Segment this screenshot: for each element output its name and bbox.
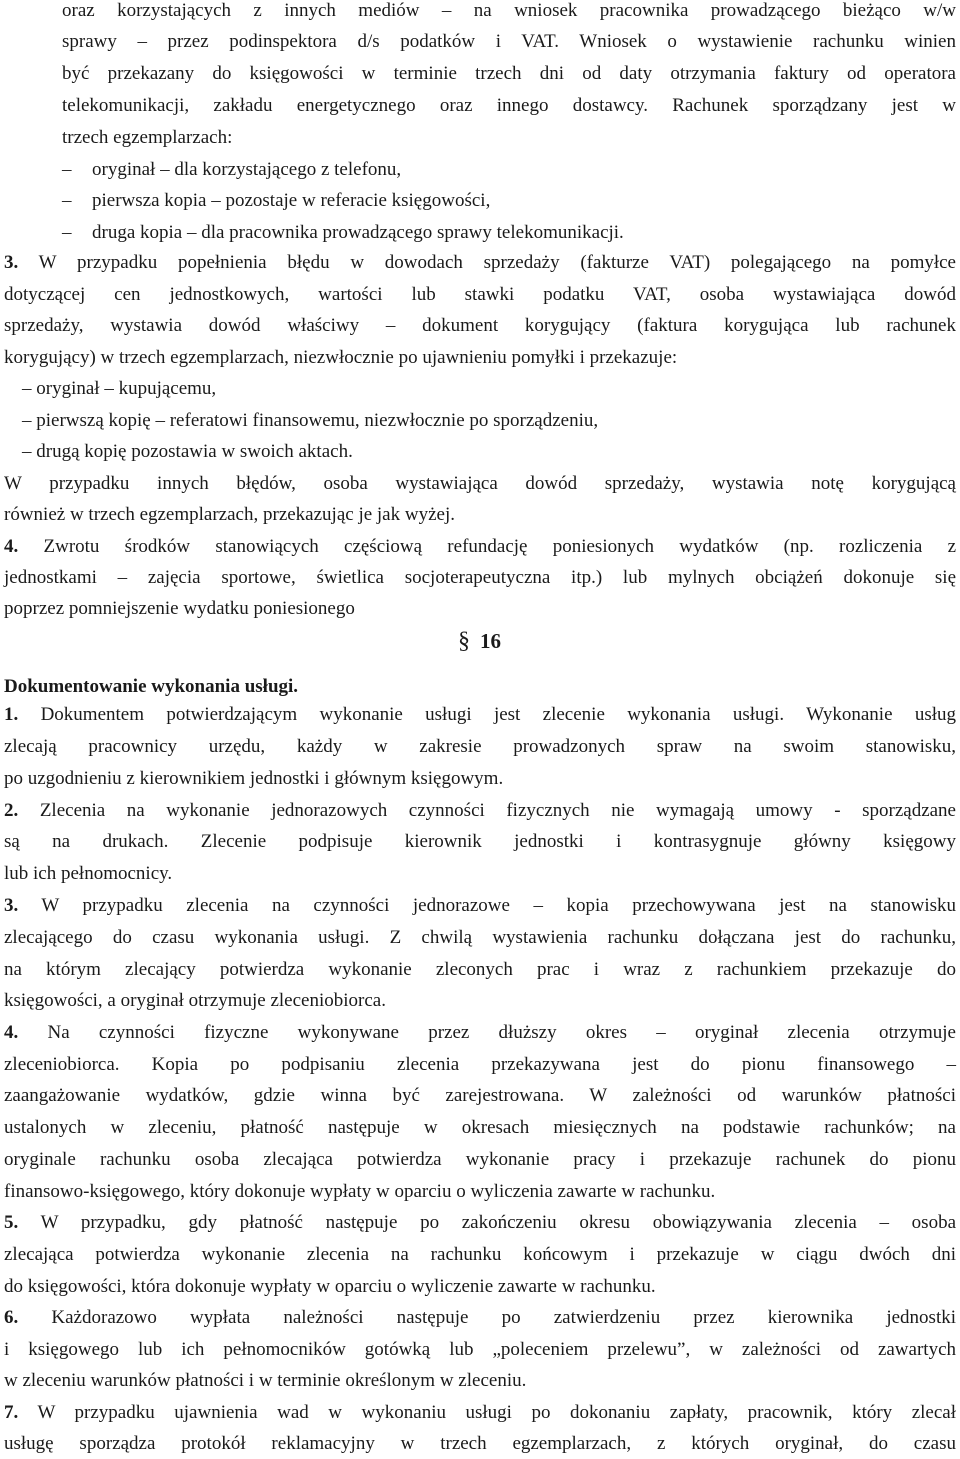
dash-bullet: –: [62, 190, 72, 211]
section-marker: [458, 624, 501, 658]
text-span: Dokumentem potwierdzającym wykonanie usługi jest zlecenie wykonania usługi. Wykonanie usług: [40, 704, 957, 725]
text-line: telekomunikacji, zakładu energetycznego oraz innego dostawcy. Rachunek sporządzany jest w: [62, 95, 956, 116]
text-line: i księgowego lub ich pełnomocników gotówką lub „poleceniem przelewu”, w zależności od zawartych: [4, 1339, 956, 1360]
list-item: – pierwszą kopię – referatowi finansowemu, niezwłocznie po sporządzeniu,: [22, 410, 599, 431]
list-item: – drugą kopię pozostawia w swoich aktach.: [22, 441, 353, 462]
text-line: zlecającego do czasu wykonania usługi. Z chwilą wystawienia rachunku dołączana jest do rachunku,: [4, 927, 956, 948]
section-sign: §: [458, 628, 470, 654]
text-line: [4, 1303, 956, 1333]
text-line: [4, 700, 956, 730]
text-span: Zlecenia na wykonanie jednorazowych czynności fizycznych nie wymagają umowy - sporządzane: [39, 800, 956, 821]
text-line: [4, 1398, 956, 1428]
paragraph-number: 6.: [4, 1307, 19, 1328]
paragraph-number: 7.: [4, 1402, 19, 1423]
list-item: [62, 186, 956, 216]
paragraph-number: 3.: [4, 895, 19, 916]
text-line: po uzgodnieniu z kierownikiem jednostki i głównym księgowym.: [4, 768, 504, 789]
text-line: usługę sporządza protokół reklamacyjny w trzech egzemplarzach, z których oryginał, do czasu: [4, 1433, 956, 1454]
text-line: sprzedaży, wystawia dowód właściwy – dokument korygujący (faktura korygująca lub rachunek: [4, 315, 956, 336]
text-line: korygujący) w trzech egzemplarzach, niezwłocznie po ujawnieniu pomyłki i przekazuje:: [4, 347, 678, 368]
text-line: [4, 248, 956, 278]
text-line: trzech egzemplarzach:: [62, 127, 233, 148]
text-line: [4, 796, 956, 826]
dash-bullet: –: [62, 222, 72, 243]
text-line: zleceniobiorca. Kopia po podpisaniu zlecenia przekazywana jest do pionu finansowego –: [4, 1054, 956, 1075]
paragraph-number: 1.: [4, 704, 19, 725]
text-line: księgowości, a oryginał otrzymuje zleceniobiorca.: [4, 990, 386, 1011]
text-span: W przypadku popełnienia błędu w dowodach sprzedaży (fakturze VAT) polegającego na pomyłce: [38, 252, 956, 273]
text-line: ustalonych w zleceniu, płatność następuje w okresach miesięcznych na podstawie rachunków; na: [4, 1117, 956, 1138]
section-number: 16: [480, 629, 501, 653]
dash-bullet: –: [62, 159, 72, 180]
text-span: Zwrotu środków stanowiących częściową refundację poniesionych wydatków (np. rozliczenia z: [43, 536, 956, 557]
paragraph-number: 5.: [4, 1212, 19, 1233]
text-span: W przypadku zlecenia na czynności jednorazowe – kopia przechowywana jest na stanowisku: [41, 895, 956, 916]
text-line: dotyczącej cen jednostkowych, wartości lub stawki podatku VAT, osoba wystawiająca dowód: [4, 284, 956, 305]
text-line: finansowo-księgowego, który dokonuje wypłaty w oparciu o wyliczenia zawarte w rachunku.: [4, 1181, 716, 1202]
paragraph-number: 2.: [4, 800, 19, 821]
text-line: zlecająca potwierdza wykonanie zlecenia na rachunku końcowym i przekazuje w ciągu dwóch dni: [4, 1244, 956, 1265]
text-line: zaangażowanie wydatków, gdzie winna być zarejestrowana. W zależności od warunków płatności: [4, 1085, 956, 1106]
text-line: oraz korzystających z innych mediów – na wniosek pracownika prowadzącego bieżąco w/w: [62, 0, 956, 21]
list-item-text: druga kopia – dla pracownika prowadzącego sprawy telekomunikacji.: [92, 222, 624, 243]
text-line: W przypadku innych błędów, osoba wystawiająca dowód sprzedaży, wystawia notę korygującą: [4, 473, 956, 494]
list-item: [62, 155, 956, 185]
text-line: jednostkami – zajęcia sportowe, świetlica socjoterapeutyczna itp.) lub mylnych obciążeń dokonuje się: [4, 567, 956, 588]
text-line: [4, 532, 956, 562]
text-line: lub ich pełnomocnicy.: [4, 863, 173, 884]
text-span: Na czynności fizyczne wykonywane przez dłuższy okres – oryginał zlecenia otrzymuje: [47, 1022, 956, 1043]
text-line: [4, 1208, 956, 1238]
paragraph-number: 4.: [4, 536, 19, 557]
list-item: [62, 218, 956, 248]
text-line: [4, 891, 956, 921]
text-line: na którym zlecający potwierdza wykonanie zleconych prac i wraz z rachunkiem przekazuje do: [4, 959, 956, 980]
text-line: do księgowości, która dokonuje wypłaty w oparciu o wyliczenie zawarte w rachunku.: [4, 1276, 656, 1297]
section-heading: Dokumentowanie wykonania usługi.: [4, 676, 299, 697]
text-span: Każdorazowo wypłata należności następuje po zatwierdzeniu przez kierownika jednostki: [51, 1307, 956, 1328]
list-item-text: oryginał – dla korzystającego z telefonu,: [92, 159, 402, 180]
text-line: również w trzech egzemplarzach, przekazując je jak wyżej.: [4, 504, 455, 525]
text-span: W przypadku ujawnienia wad w wykonaniu usługi po dokonaniu zapłaty, pracownik, który zlecał: [37, 1402, 956, 1423]
paragraph-number: 4.: [4, 1022, 19, 1043]
text-line: są na drukach. Zlecenie podpisuje kierownik jednostki i kontrasygnuje główny księgowy: [4, 831, 956, 852]
text-line: [4, 1018, 956, 1048]
text-line: oryginale rachunku osoba zlecająca potwierdza wykonanie pracy i przekazuje rachunek do pionu: [4, 1149, 956, 1170]
text-line: sprawy – przez podinspektora d/s podatków i VAT. Wniosek o wystawienie rachunku winien: [62, 31, 956, 52]
list-item: – oryginał – kupującemu,: [22, 378, 217, 399]
text-line: być przekazany do księgowości w terminie trzech dni od daty otrzymania faktury od operatora: [62, 63, 956, 84]
text-span: W przypadku, gdy płatność następuje po zakończeniu okresu obowiązywania zlecenia – osoba: [40, 1212, 956, 1233]
text-line: w zleceniu warunków płatności i w terminie określonym w zleceniu.: [4, 1370, 527, 1391]
paragraph-number: 3.: [4, 252, 19, 273]
list-item-text: pierwsza kopia – pozostaje w referacie księgowości,: [92, 190, 491, 211]
text-line: poprzez pomniejszenie wydatku poniesionego: [4, 598, 355, 619]
text-line: zlecają pracownicy urzędu, każdy w zakresie prowadzonych spraw na swoim stanowisku,: [4, 736, 956, 757]
